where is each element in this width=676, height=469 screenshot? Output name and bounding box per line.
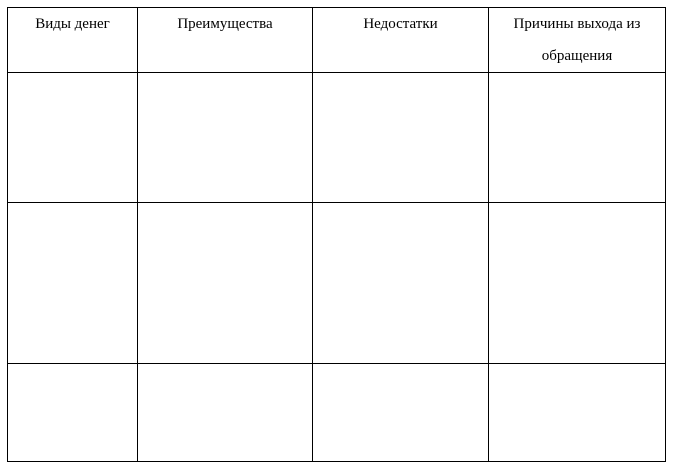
table-cell[interactable] [489,203,666,364]
table-cell[interactable] [313,364,489,462]
header-advantages: Преимущества [138,8,313,73]
table-row [8,364,666,462]
header-disadvantages: Недостатки [313,8,489,73]
table-cell[interactable] [313,73,489,203]
header-withdrawal-reasons: Причины выхода из обращения [489,8,666,73]
table-cell[interactable] [489,73,666,203]
table-cell[interactable] [138,73,313,203]
money-types-table [7,7,666,462]
table-cell[interactable] [8,203,138,364]
table-cell[interactable] [8,73,138,203]
table-cell[interactable] [138,364,313,462]
table-cell[interactable] [313,203,489,364]
header-money-types: Виды денег [8,8,138,73]
table-header-row [8,8,666,73]
table-cell[interactable] [138,203,313,364]
table-cell[interactable] [8,364,138,462]
table-cell[interactable] [489,364,666,462]
table-row [8,203,666,364]
table-row [8,73,666,203]
